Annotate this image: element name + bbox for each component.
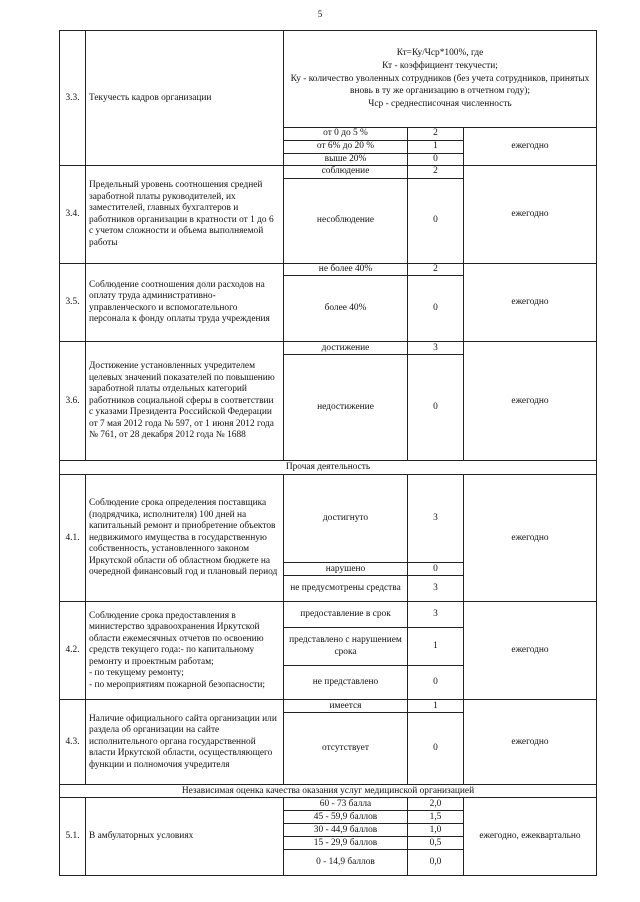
option-label: 60 - 73 балла — [284, 798, 408, 811]
option-label: от 6% до 20 % — [284, 141, 408, 154]
option-score: 3 — [408, 576, 464, 602]
option-label: 15 - 29,9 баллов — [284, 837, 408, 850]
table-row-3-4 — [60, 166, 597, 178]
option-label: 45 - 59,9 баллов — [284, 811, 408, 824]
option-label: представлено с нарушением срока — [284, 628, 408, 666]
option-label: соблюдение — [284, 166, 408, 178]
option-label: достигнуто — [284, 475, 408, 563]
page-number: 5 — [317, 9, 323, 19]
period-cell: ежегодно — [464, 128, 597, 166]
option-label: недостижение — [284, 355, 408, 461]
row-number: 3.6. — [60, 342, 86, 461]
period-cell: ежегодно, ежеквартально — [464, 798, 597, 876]
section-header-row — [60, 785, 597, 798]
option-score: 3 — [408, 342, 464, 355]
section-title: Прочая деятельность — [60, 461, 597, 475]
criterion-text: Соблюдение срока определения поставщика (подрядчика, исполнителя) 100 дней на капитальный ремонт и приобретение объектов недвижимого имущества в государственную собственность, установленного законом Иркутской области об областном бюджете на очередной финансовый год и плановый период — [86, 475, 284, 602]
row-number: 3.5. — [60, 263, 86, 341]
option-label: не представлено — [284, 666, 408, 700]
row-number: 3.3. — [60, 31, 86, 166]
formula-line: Ку - количество уволенных сотрудников (без учета сотрудников, принятых вновь в ту же организацию в отчетном году); — [290, 73, 590, 97]
option-score: 1 — [408, 700, 464, 713]
criterion-text: Текучесть кадров организации — [86, 31, 284, 166]
row-number: 4.2. — [60, 602, 86, 700]
option-score: 0 — [408, 276, 464, 342]
option-label: от 0 до 5 % — [284, 128, 408, 141]
criterion-text: В амбулаторных условиях — [86, 798, 284, 876]
option-label: более 40% — [284, 276, 408, 342]
formula-block — [284, 31, 597, 128]
row-number: 4.3. — [60, 700, 86, 785]
option-label: 30 - 44,9 баллов — [284, 824, 408, 837]
period-cell: ежегодно — [464, 700, 597, 785]
period-cell: ежегодно — [464, 475, 597, 602]
row-number: 3.4. — [60, 166, 86, 263]
criteria-table — [59, 30, 597, 876]
criterion-text: Соблюдение соотношения доли расходов на оплату труда административно-управленческого и вспомогательного персонала к фонду оплаты труда учреждения — [86, 263, 284, 341]
formula-line: Чср - среднесписочная численность — [368, 99, 512, 110]
criterion-text: Достижение установленных учредителем целевых значений показателей по повышению заработной платы отдельных категорий работников социальной сферы в соответствии с указами Президента Российской Федерации от 7 мая 2012 года № 597, от 1 июня 2012 года № 761, от 28 декабря 2012 года № 1688 — [86, 342, 284, 461]
option-label: нарушено — [284, 563, 408, 576]
option-score: 0 — [408, 355, 464, 461]
formula-line: Кт - коэффициент текучести; — [382, 60, 498, 71]
option-label: предоставление в срок — [284, 602, 408, 628]
table-row-3-5 — [60, 263, 597, 275]
option-score: 3 — [408, 602, 464, 628]
option-score: 0 — [408, 563, 464, 576]
option-label: несоблюдение — [284, 178, 408, 263]
option-label: имеется — [284, 700, 408, 713]
option-label: 0 - 14,9 баллов — [284, 850, 408, 876]
criterion-text: Наличие официального сайта организации или раздела об организации на сайте исполнительного органа государственной власти Иркутской области, осуществляющего функции и полномочия учредителя — [86, 700, 284, 785]
option-score: 0 — [408, 154, 464, 166]
option-score: 2,0 — [408, 798, 464, 811]
option-score: 0 — [408, 713, 464, 785]
option-label: достижение — [284, 342, 408, 355]
option-label: отсутствует — [284, 713, 408, 785]
period-cell: ежегодно — [464, 342, 597, 461]
option-score: 1 — [408, 141, 464, 154]
option-score: 1,0 — [408, 824, 464, 837]
table-row-4-3 — [60, 700, 597, 713]
formula-line: Кт=Ку/Чср*100%, где — [396, 48, 484, 59]
option-score: 2 — [408, 263, 464, 275]
option-score: 0 — [408, 178, 464, 263]
section-title: Независимая оценка качества оказания услуг медицинской организацией — [60, 785, 597, 798]
option-score: 0 — [408, 666, 464, 700]
period-cell: ежегодно — [464, 602, 597, 700]
table-row-4-1 — [60, 475, 597, 563]
criterion-text: Соблюдение срока предоставления в министерство здравоохранения Иркутской области ежемесячных отчетов по освоению средств текущего года:- по капитальному ремонту и проектным работам; - по текущему ремонту; - по мероприятиям пожарной безопасности; — [86, 602, 284, 700]
period-cell: ежегодно — [464, 263, 597, 341]
option-score: 0,5 — [408, 837, 464, 850]
table-row-3-3 — [60, 31, 597, 128]
option-score: 1 — [408, 628, 464, 666]
option-label: не более 40% — [284, 263, 408, 275]
option-score: 2 — [408, 166, 464, 178]
section-header-row — [60, 461, 597, 475]
option-score: 0,0 — [408, 850, 464, 876]
option-label: выше 20% — [284, 154, 408, 166]
row-number: 5.1. — [60, 798, 86, 876]
period-cell: ежегодно — [464, 166, 597, 263]
option-score: 3 — [408, 475, 464, 563]
option-label: не предусмотрены средства — [284, 576, 408, 602]
table-row-4-2 — [60, 602, 597, 628]
option-score: 1,5 — [408, 811, 464, 824]
option-score: 2 — [408, 128, 464, 141]
table-row-5-1 — [60, 798, 597, 811]
table-row-3-6 — [60, 342, 597, 355]
criterion-text: Предельный уровень соотношения средней заработной платы руководителей, их заместителей, главных бухгалтеров и работников организации в кратности от 1 до 6 с учетом сложности и объема выполняемой работы — [86, 166, 284, 263]
row-number: 4.1. — [60, 475, 86, 602]
